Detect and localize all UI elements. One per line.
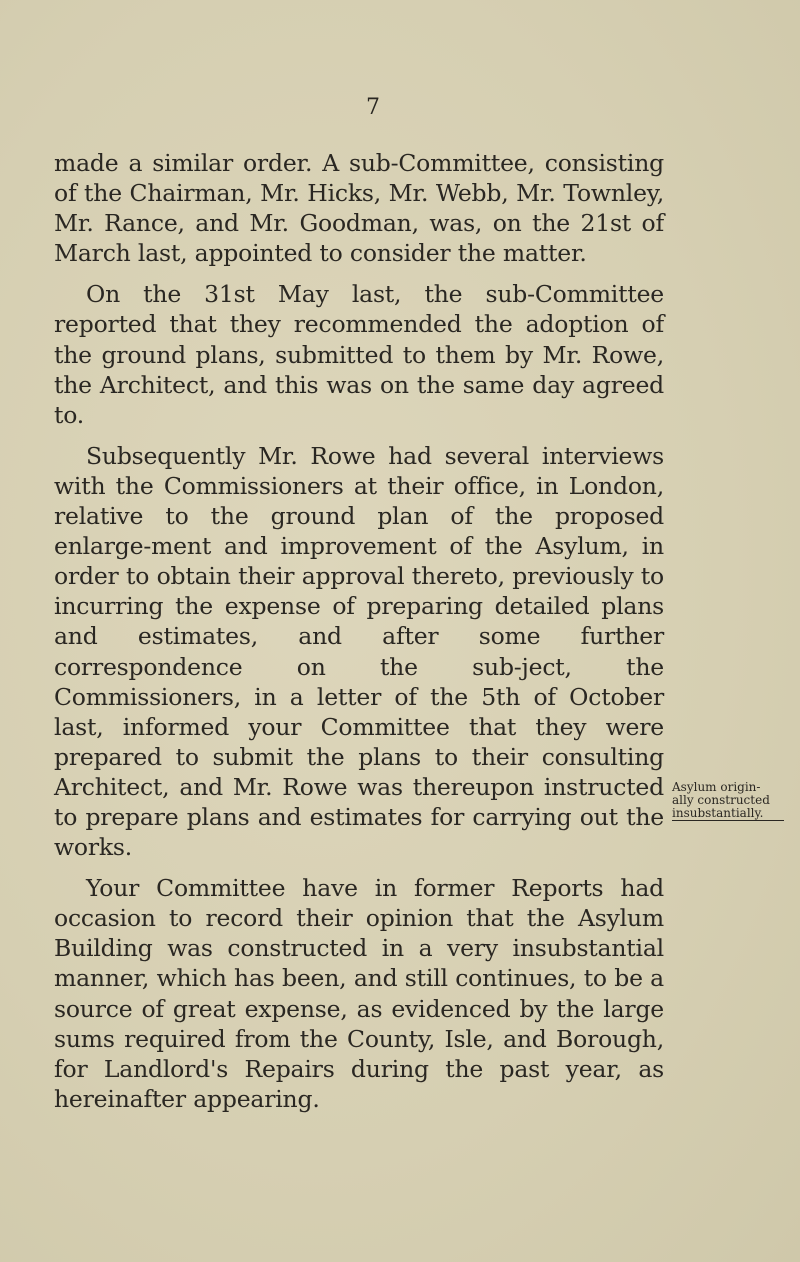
page-number: 7 [366,95,380,120]
paragraph-2: On the 31st May last, the sub-Committee reported that they recommended the adoption of the ground plans, submitted to them by Mr. Rowe, the Architect, and this was on the same day agreed to. [54,280,664,429]
margin-note-line-3: insubstantially. [672,807,784,821]
paragraph-3: Subsequently Mr. Rowe had several interviews with the Commissioners at their office, in London, relative to the ground plan of the proposed enlarge-ment and improvement of the Asylum, in order to obtain their approval thereto, previously to incurring the expense of preparing detailed plans and estimates, and after some further correspondence on the sub-ject, the Commissioners, in a letter of the 5th of October last, informed your Committee that they were prepared to submit the plans to their consulting Architect, and Mr. Rowe was thereupon instructed to prepare plans and estimates for carrying out the works. [54,441,664,862]
paragraph-1: made a similar order. A sub-Committee, consisting of the Chairman, Mr. Hicks, Mr. Webb, Mr. Townley, Mr. Rance, and Mr. Goodman, was, on the 21st of March last, appointed to consider the matter. [54,149,664,268]
margin-note-line-2: ally constructed [672,793,770,807]
margin-note [672,781,792,821]
margin-note-line-1: Asylum origin- [672,780,761,794]
body-text [54,148,664,1125]
paragraph-4: Your Committee have in former Reports had occasion to record their opinion that the Asylum Building was constructed in a very insubstantial manner, which has been, and still continues, to be a source of great expense, as evidenced by the large sums required from the County, Isle, and Borough, for Landlord's Repairs during the past year, as hereinafter appearing. [54,874,664,1113]
